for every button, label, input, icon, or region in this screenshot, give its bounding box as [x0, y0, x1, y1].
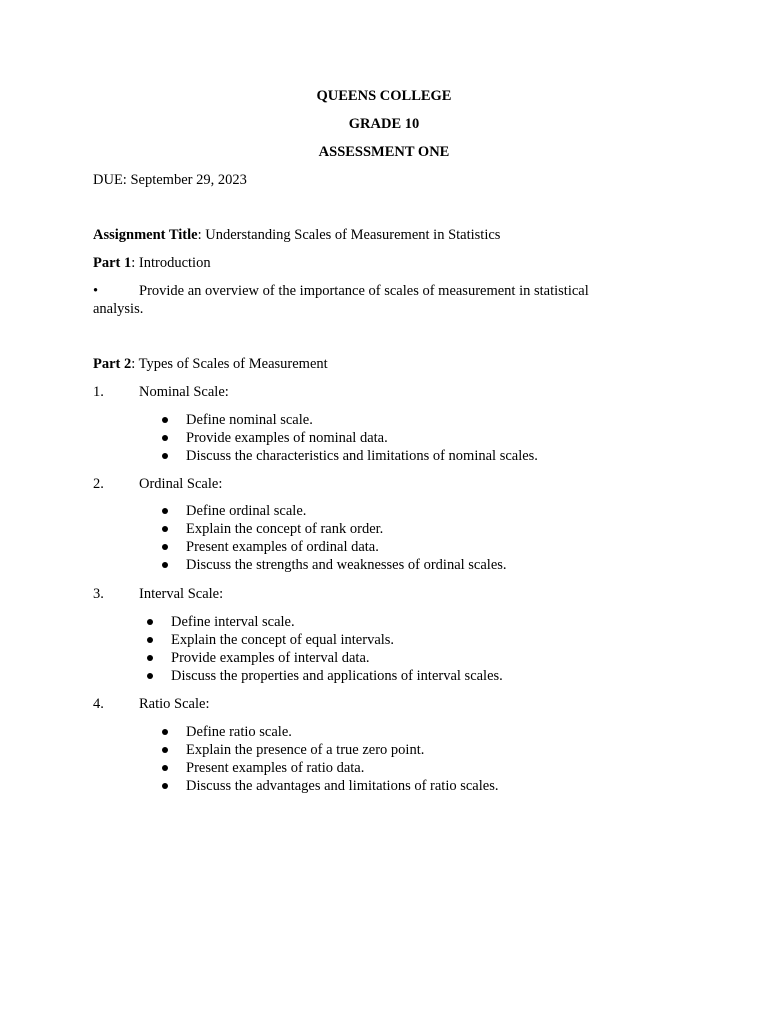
bullet-icon: [162, 562, 168, 568]
list-item: Explain the concept of rank order.: [186, 521, 384, 537]
list-item: Explain the concept of equal intervals.: [171, 632, 395, 648]
grade-heading: GRADE 10: [348, 116, 420, 132]
college-heading: QUEENS COLLEGE: [316, 88, 452, 104]
bullet-icon: [162, 729, 168, 735]
part1-bullet-symbol: •: [93, 283, 99, 299]
list-item: Define ordinal scale.: [186, 503, 307, 519]
list-item: Provide examples of interval data.: [171, 650, 370, 666]
scale-title: Ratio Scale:: [139, 696, 210, 712]
part2-value: : Types of Scales of Measurement: [131, 356, 328, 372]
bullet-icon: [162, 544, 168, 550]
scale-number: 2.: [93, 476, 104, 492]
list-item: Define interval scale.: [171, 614, 295, 630]
due-date: DUE: September 29, 2023: [93, 172, 247, 188]
bullet-icon: [162, 526, 168, 532]
bullet-icon: [162, 783, 168, 789]
list-item: Present examples of ordinal data.: [186, 539, 379, 555]
scale-title: Nominal Scale:: [139, 384, 229, 400]
assignment-title-value: : Understanding Scales of Measurement in Statistics: [197, 227, 501, 243]
list-item: Discuss the strengths and weaknesses of ordinal scales.: [186, 557, 507, 573]
scale-number: 4.: [93, 696, 104, 712]
part1-label: Part 1: [93, 255, 132, 271]
list-item: Present examples of ratio data.: [186, 760, 365, 776]
list-item: Define nominal scale.: [186, 412, 313, 428]
part2-heading: [93, 355, 328, 373]
part2-label: Part 2: [93, 356, 132, 372]
part1-value: : Introduction: [131, 255, 211, 271]
bullet-icon: [162, 435, 168, 441]
scale-title: Ordinal Scale:: [139, 476, 223, 492]
scale-title: Interval Scale:: [139, 586, 224, 602]
scale-number: 1.: [93, 384, 104, 400]
bullet-icon: [162, 765, 168, 771]
part1-heading: [93, 254, 211, 272]
list-item: Provide examples of nominal data.: [186, 430, 388, 446]
part1-bullet-text-line2: analysis.: [93, 301, 144, 317]
bullet-icon: [147, 619, 153, 625]
bullet-icon: [162, 747, 168, 753]
list-item: Discuss the properties and applications of interval scales.: [171, 668, 503, 684]
assignment-title: [93, 226, 500, 244]
list-item: Discuss the advantages and limitations of ratio scales.: [186, 778, 499, 794]
list-item: Define ratio scale.: [186, 724, 292, 740]
bullet-icon: [162, 508, 168, 514]
list-item: Discuss the characteristics and limitations of nominal scales.: [186, 448, 538, 464]
assessment-heading: ASSESSMENT ONE: [318, 144, 450, 160]
bullet-icon: [147, 637, 153, 643]
assignment-title-label: Assignment Title: [93, 227, 198, 243]
part1-bullet-text-line1: Provide an overview of the importance of scales of measurement in statistical: [139, 283, 589, 299]
bullet-icon: [162, 453, 168, 459]
scale-number: 3.: [93, 586, 104, 602]
bullet-icon: [162, 417, 168, 423]
bullet-icon: [147, 673, 153, 679]
bullet-icon: [147, 655, 153, 661]
list-item: Explain the presence of a true zero point.: [186, 742, 425, 758]
